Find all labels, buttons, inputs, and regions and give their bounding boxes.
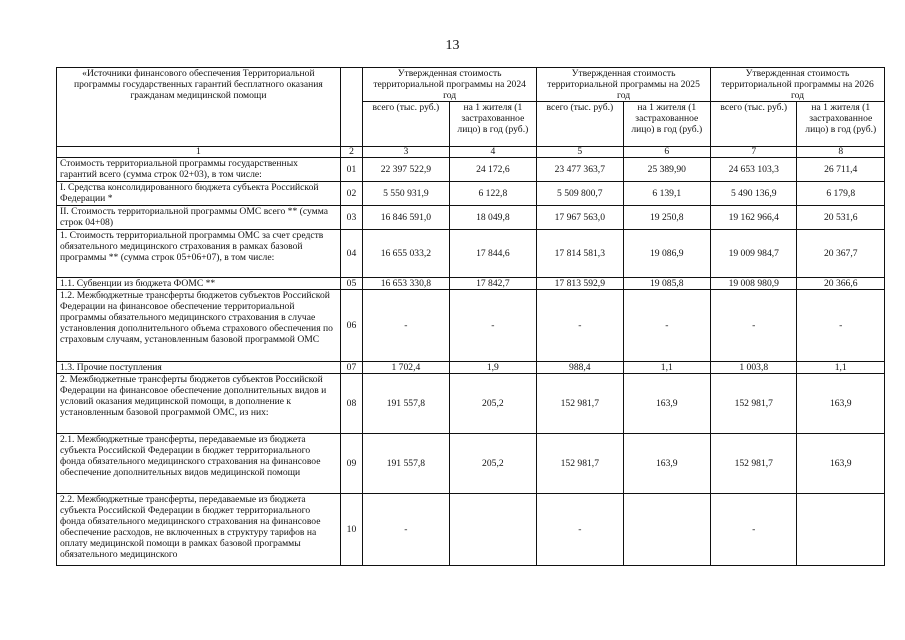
code-header-cell: [340, 68, 362, 147]
row-label: Стоимость территориальной программы государственных гарантий всего (сумма строк 02+03), в том числе:: [57, 158, 341, 182]
table-row: [57, 434, 885, 494]
row-code: 07: [340, 362, 362, 374]
value-cell: 17 967 563,0: [537, 206, 623, 230]
value-cell: 26 711,4: [797, 158, 885, 182]
value-cell: 1,9: [449, 362, 536, 374]
value-cell: 5 490 136,9: [711, 182, 797, 206]
value-cell: 20 366,6: [797, 278, 885, 290]
value-cell: 20 367,7: [797, 230, 885, 278]
value-cell: -: [623, 290, 710, 362]
subheader-total: всего (тыс. руб.): [537, 102, 623, 147]
value-cell: 5 550 931,9: [363, 182, 449, 206]
value-cell: 24 653 103,3: [711, 158, 797, 182]
value-cell: 163,9: [797, 374, 885, 434]
value-cell: 152 981,7: [537, 434, 623, 494]
subheader-total: всего (тыс. руб.): [711, 102, 797, 147]
value-cell: 25 389,90: [623, 158, 710, 182]
financing-sources-table: [56, 67, 885, 566]
row-code: 05: [340, 278, 362, 290]
column-number: 5: [537, 147, 623, 158]
value-cell: 19 009 984,7: [711, 230, 797, 278]
value-cell: -: [797, 290, 885, 362]
value-cell: 19 162 966,4: [711, 206, 797, 230]
value-cell: 6 139,1: [623, 182, 710, 206]
column-number: 7: [711, 147, 797, 158]
value-cell: -: [363, 290, 449, 362]
value-cell: 988,4: [537, 362, 623, 374]
value-cell: 163,9: [623, 374, 710, 434]
table-row: [57, 206, 885, 230]
value-cell: [623, 494, 710, 566]
value-cell: 1 702,4: [363, 362, 449, 374]
value-cell: -: [537, 494, 623, 566]
value-cell: -: [537, 290, 623, 362]
value-cell: 6 179,8: [797, 182, 885, 206]
value-cell: -: [711, 290, 797, 362]
column-number: 2: [340, 147, 362, 158]
value-cell: 205,2: [449, 374, 536, 434]
value-cell: -: [363, 494, 449, 566]
value-cell: 17 842,7: [449, 278, 536, 290]
column-number: 3: [363, 147, 449, 158]
year-2024-header: Утвержденная стоимость территориальной программы на 2024 год: [363, 68, 537, 102]
value-cell: 17 814 581,3: [537, 230, 623, 278]
value-cell: 18 049,8: [449, 206, 536, 230]
value-cell: 24 172,6: [449, 158, 536, 182]
subheader-total: всего (тыс. руб.): [363, 102, 449, 147]
value-cell: 163,9: [623, 434, 710, 494]
value-cell: 16 653 330,8: [363, 278, 449, 290]
year-2025-header: Утвержденная стоимость территориальной программы на 2025 год: [537, 68, 711, 102]
value-cell: 205,2: [449, 434, 536, 494]
value-cell: 17 844,6: [449, 230, 536, 278]
value-cell: [797, 494, 885, 566]
row-code: 06: [340, 290, 362, 362]
table-row: [57, 182, 885, 206]
value-cell: 1 003,8: [711, 362, 797, 374]
row-label: 1.2. Межбюджетные трансферты бюджетов субъектов Российской Федерации на финансовое обеспечение территориальной программы обязательного медицинского страхования в случае установления дополнительного объема страхового обеспечения по страховым случаям, установленным базовой программой ОМС: [57, 290, 341, 362]
value-cell: 20 531,6: [797, 206, 885, 230]
row-code: 03: [340, 206, 362, 230]
value-cell: 23 477 363,7: [537, 158, 623, 182]
value-cell: 191 557,8: [363, 434, 449, 494]
value-cell: 19 086,9: [623, 230, 710, 278]
value-cell: 1,1: [623, 362, 710, 374]
value-cell: 19 250,8: [623, 206, 710, 230]
value-cell: 16 655 033,2: [363, 230, 449, 278]
value-cell: 163,9: [797, 434, 885, 494]
column-number-row: [57, 147, 885, 158]
row-code: 10: [340, 494, 362, 566]
value-cell: 17 813 592,9: [537, 278, 623, 290]
table-row: [57, 230, 885, 278]
row-code: 08: [340, 374, 362, 434]
value-cell: 152 981,7: [711, 374, 797, 434]
column-number: 6: [623, 147, 710, 158]
value-cell: 191 557,8: [363, 374, 449, 434]
table-row: [57, 290, 885, 362]
value-cell: 16 846 591,0: [363, 206, 449, 230]
table-row: [57, 374, 885, 434]
row-code: 04: [340, 230, 362, 278]
subheader-per-capita: на 1 жителя (1 застрахованное лицо) в год (руб.): [797, 102, 885, 147]
value-cell: 19 085,8: [623, 278, 710, 290]
value-cell: 22 397 522,9: [363, 158, 449, 182]
value-cell: 19 008 980,9: [711, 278, 797, 290]
value-cell: 152 981,7: [537, 374, 623, 434]
row-label: 1. Стоимость территориальной программы ОМС за счет средств обязательного медицинского страхования в рамках базовой программы ** (сумма строк 05+06+07), в том числе:: [57, 230, 341, 278]
page-number: 13: [445, 38, 460, 53]
subheader-per-capita: на 1 жителя (1 застрахованное лицо) в год (руб.): [449, 102, 536, 147]
column-number: 4: [449, 147, 536, 158]
row-code: 01: [340, 158, 362, 182]
row-label: 2. Межбюджетные трансферты бюджетов субъектов Российской Федерации на финансовое обеспечение дополнительных видов и условий оказания медицинской помощи, в дополнение к установленным базовой программой ОМС, из них:: [57, 374, 341, 434]
table-row: [57, 158, 885, 182]
table-row: [57, 362, 885, 374]
table-row: [57, 278, 885, 290]
value-cell: 1,1: [797, 362, 885, 374]
sources-caption: «Источники финансового обеспечения Территориальной программы государственных гарантий бесплатного оказания гражданам медицинской помощи: [57, 68, 341, 147]
value-cell: 6 122,8: [449, 182, 536, 206]
year-2026-header: Утвержденная стоимость территориальной программы на 2026 год: [711, 68, 885, 102]
value-cell: -: [711, 494, 797, 566]
header-row-years: [57, 68, 885, 102]
row-label: II. Стоимость территориальной программы ОМС всего ** (сумма строк 04+08): [57, 206, 341, 230]
value-cell: 152 981,7: [711, 434, 797, 494]
value-cell: -: [449, 290, 536, 362]
column-number: 8: [797, 147, 885, 158]
table-row: [57, 494, 885, 566]
column-number: 1: [57, 147, 341, 158]
row-label: 2.1. Межбюджетные трансферты, передаваемые из бюджета субъекта Российской Федерации в бюджет территориального фонда обязательного медицинского страхования на финансовое обеспечение дополнительных видов медицинской помощи: [57, 434, 341, 494]
row-label: 2.2. Межбюджетные трансферты, передаваемые из бюджета субъекта Российской Федерации в бюджет территориального фонда обязательного медицинского страхования на финансовое обеспечение расходов, не включенных в структуру тарифов на оплату медицинской помощи в рамках базовой программы обязательного медицинского: [57, 494, 341, 566]
row-label: I. Средства консолидированного бюджета субъекта Российской Федерации *: [57, 182, 341, 206]
row-code: 09: [340, 434, 362, 494]
row-label: 1.1. Субвенции из бюджета ФОМС **: [57, 278, 341, 290]
subheader-per-capita: на 1 жителя (1 застрахованное лицо) в год (руб.): [623, 102, 710, 147]
value-cell: [449, 494, 536, 566]
row-label: 1.3. Прочие поступления: [57, 362, 341, 374]
value-cell: 5 509 800,7: [537, 182, 623, 206]
row-code: 02: [340, 182, 362, 206]
